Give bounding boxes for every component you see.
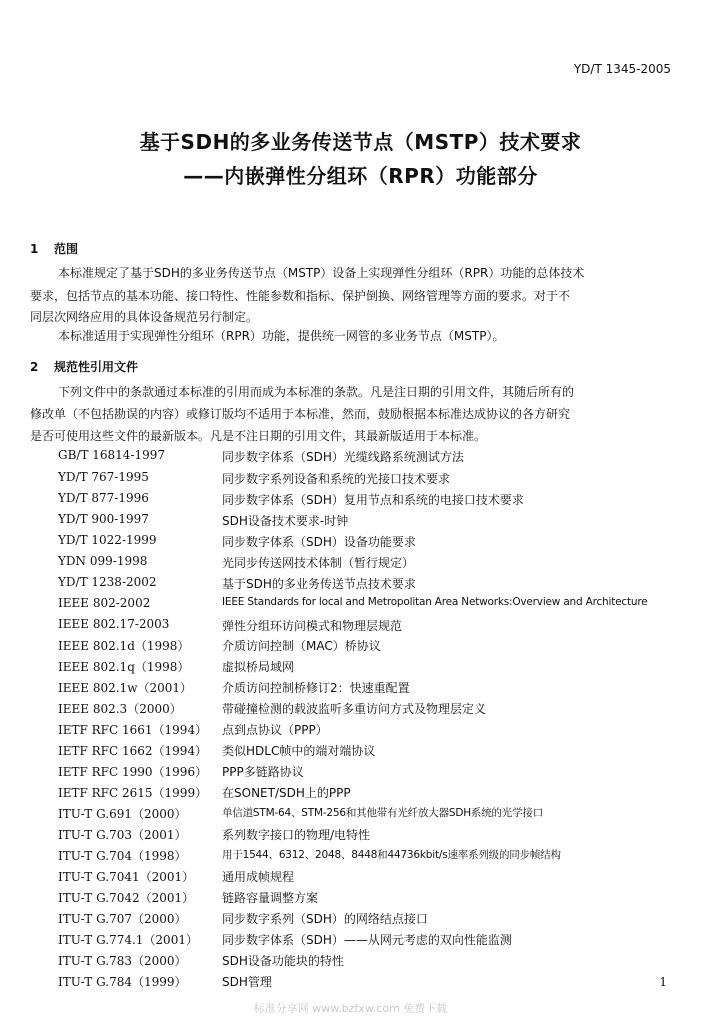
- scope-paragraph-line: 要求，包括节点的基本功能、接口特性、性能参数和指标、保护倒换、网络管理等方面的要求。对于不: [30, 289, 571, 303]
- reference-row: [58, 700, 678, 720]
- reference-code: YD/T 877-1996: [58, 491, 149, 505]
- reference-row: [58, 868, 678, 888]
- reference-title: 同步数字系列设备和系统的光接口技术要求: [222, 472, 451, 486]
- reference-title: SDH设备技术要求-时钟: [222, 514, 349, 528]
- reference-title: 光同步传送网技术体制（暂行规定）: [222, 556, 415, 570]
- reference-code: IEEE 802.17-2003: [58, 617, 170, 631]
- reference-title: SDH设备功能块的特性: [222, 954, 344, 968]
- reference-title: 同步数字体系（SDH）——从网元考虑的双向性能监测: [222, 933, 512, 947]
- reference-row: [58, 575, 678, 595]
- reference-row: [58, 721, 678, 741]
- reference-code: YDN 099-1998: [58, 554, 148, 568]
- document-code: YD/T 1345-2005: [573, 62, 671, 76]
- reference-row: [58, 512, 678, 532]
- reference-row: [58, 763, 678, 783]
- reference-code: IEEE 802.1q（1998）: [58, 660, 190, 674]
- reference-title: 用于1544、6312、2048、8448和44736kbit/s速率系列级的同步帧结构: [222, 849, 561, 861]
- reference-row: [58, 931, 678, 951]
- reference-row: [58, 973, 678, 993]
- reference-title: 同步数字体系（SDH）设备功能要求: [222, 535, 416, 549]
- reference-title: 在SONET/SDH上的PPP: [222, 786, 351, 800]
- reference-row: [58, 889, 678, 909]
- reference-code: IETF RFC 2615（1999）: [58, 786, 208, 800]
- reference-row: [58, 470, 678, 490]
- reference-code: YD/T 767-1995: [58, 470, 149, 484]
- reference-code: IETF RFC 1662（1994）: [58, 744, 208, 758]
- reference-title: 同步数字体系（SDH）复用节点和系统的电接口技术要求: [222, 493, 524, 507]
- reference-title: 链路容量调整方案: [222, 891, 319, 905]
- reference-code: YD/T 1022-1999: [58, 533, 157, 547]
- page-number: 1: [659, 975, 667, 989]
- reference-row: [58, 805, 678, 825]
- reference-code: ITU-T G.783（2000）: [58, 954, 187, 968]
- reference-code: ITU-T G.707（2000）: [58, 912, 187, 926]
- reference-code: GB/T 16814-1997: [58, 448, 166, 462]
- document-subtitle: ——内嵌弹性分组环（RPR）功能部分: [183, 164, 538, 188]
- reference-code: ITU-T G.784（1999）: [58, 975, 187, 989]
- reference-code: IETF RFC 1661（1994）: [58, 723, 208, 737]
- reference-title: 介质访问控制桥修订2：快速重配置: [222, 681, 410, 695]
- references-paragraph-line: 下列文件中的条款通过本标准的引用而成为本标准的条款。凡是注日期的引用文件，其随后所有的: [58, 385, 575, 399]
- section-title: 范围: [54, 242, 79, 256]
- section-heading-normative-references: [30, 358, 138, 375]
- reference-row: [58, 596, 678, 616]
- section-number: 2: [30, 360, 39, 374]
- reference-title: 同步数字体系（SDH）光缆线路系统测试方法: [222, 450, 464, 464]
- reference-title: 类似HDLC帧中的端对端协议: [222, 744, 376, 758]
- references-paragraph-line: 修改单（不包括勘误的内容）或修订版均不适用于本标准，然而，鼓励根据本标准达成协议的各方研究: [30, 407, 571, 421]
- reference-title: 系列数字接口的物理/电特性: [222, 828, 371, 842]
- reference-code: IEEE 802-2002: [58, 596, 151, 610]
- reference-code: ITU-T G.704（1998）: [58, 849, 187, 863]
- reference-code: YD/T 1238-2002: [58, 575, 157, 589]
- reference-title: 单信道STM-64、STM-256和其他带有光纤放大器SDH系统的光学接口: [222, 807, 544, 819]
- document-title: 基于SDH的多业务传送节点（MSTP）技术要求: [139, 130, 582, 154]
- reference-title: 通用成帧规程: [222, 870, 295, 884]
- scope-paragraph-line: 同层次网络应用的具体设备规范另行制定。: [30, 310, 259, 324]
- reference-title: 介质访问控制（MAC）桥协议: [222, 639, 381, 653]
- reference-row: [58, 617, 678, 637]
- reference-title: 带碰撞检测的载波监听多重访问方式及物理层定义: [222, 702, 487, 716]
- reference-title: 点到点协议（PPP）: [222, 723, 328, 737]
- reference-row: [58, 679, 678, 699]
- reference-title: SDH管理: [222, 975, 272, 989]
- reference-row: [58, 554, 678, 574]
- reference-code: IEEE 802.1d（1998）: [58, 639, 190, 653]
- reference-row: [58, 491, 678, 511]
- reference-row: [58, 952, 678, 972]
- scope-paragraph-line: 本标准规定了基于SDH的多业务传送节点（MSTP）设备上实现弹性分组环（RPR）功能的总体技术: [58, 266, 585, 280]
- reference-title: PPP多链路协议: [222, 765, 304, 779]
- reference-code: IETF RFC 1990（1996）: [58, 765, 208, 779]
- reference-code: ITU-T G.7041（2001）: [58, 870, 195, 884]
- reference-row: [58, 637, 678, 657]
- reference-code: IEEE 802.3（2000）: [58, 702, 182, 716]
- section-title: 规范性引用文件: [54, 360, 139, 374]
- section-number: 1: [30, 242, 39, 256]
- reference-row: [58, 742, 678, 762]
- reference-code: ITU-T G.703（2001）: [58, 828, 187, 842]
- reference-row: [58, 448, 678, 468]
- scope-paragraph-line: 本标准适用于实现弹性分组环（RPR）功能，提供统一网管的多业务节点（MSTP）。: [58, 329, 505, 343]
- reference-row: [58, 658, 678, 678]
- reference-title: 基于SDH的多业务传送节点技术要求: [222, 577, 416, 591]
- references-paragraph-line: 是否可使用这些文件的最新版本。凡是不注日期的引用文件，其最新版适用于本标准。: [30, 429, 487, 443]
- reference-code: IEEE 802.1w（2001）: [58, 681, 192, 695]
- reference-row: [58, 826, 678, 846]
- reference-code: ITU-T G.7042（2001）: [58, 891, 195, 905]
- reference-row: [58, 533, 678, 553]
- reference-title: 弹性分组环访问模式和物理层规范: [222, 619, 403, 633]
- footer-watermark: 标准分享网 www.bzfxw.com 免费下载: [253, 1002, 448, 1015]
- reference-row: [58, 847, 678, 867]
- reference-code: ITU-T G.774.1（2001）: [58, 933, 198, 947]
- reference-title: IEEE Standards for local and Metropolitan Area Networks:Overview and Architecture: [222, 596, 648, 608]
- reference-row: [58, 784, 678, 804]
- reference-title: 同步数字系列（SDH）的网络结点接口: [222, 912, 428, 926]
- reference-code: YD/T 900-1997: [58, 512, 149, 526]
- reference-title: 虚拟桥局域网: [222, 660, 295, 674]
- reference-row: [58, 910, 678, 930]
- reference-code: ITU-T G.691（2000）: [58, 807, 187, 821]
- section-heading-scope: [30, 240, 78, 257]
